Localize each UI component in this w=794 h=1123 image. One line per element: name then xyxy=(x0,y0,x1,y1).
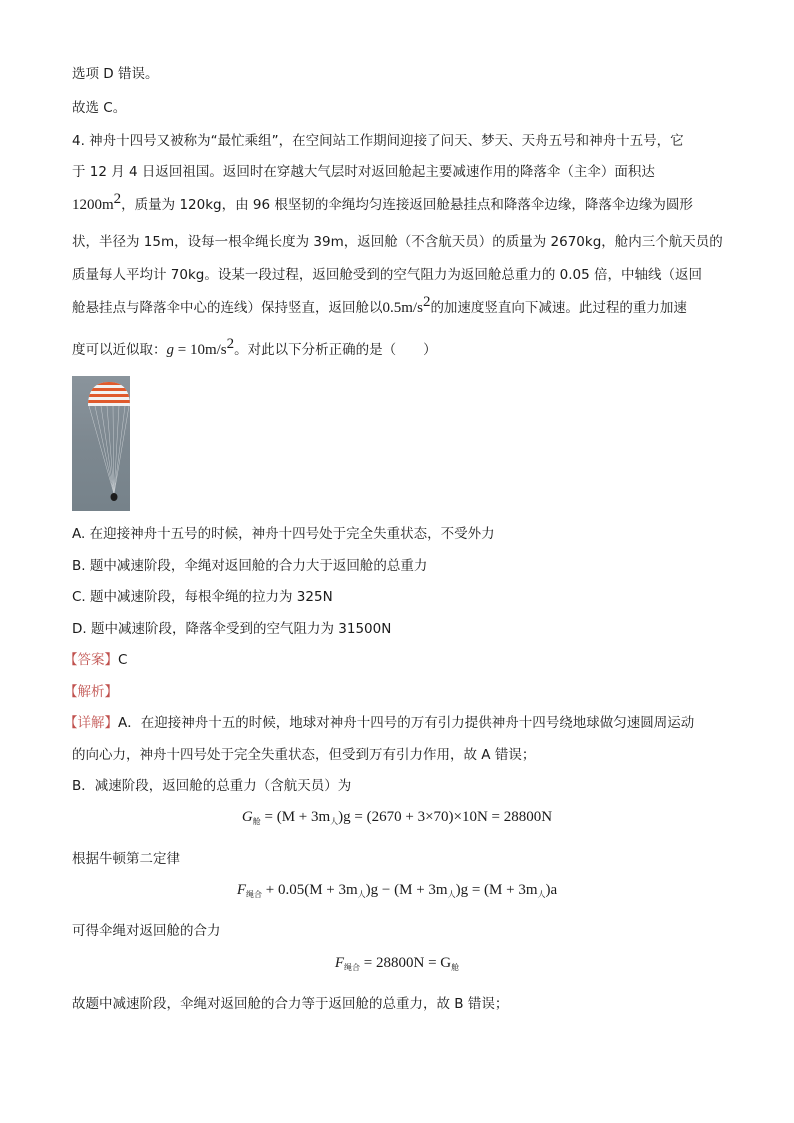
analysis-line: 的向心力，神舟十四号处于完全失重状态，但受到万有引力作用，故 A 错误； xyxy=(72,747,536,763)
text-line: 选项 D 错误。 xyxy=(72,66,159,82)
equation-newton: $F_{绳合} + 0.05(M + 3m_人)g - (M + 3m_人)g = (M + 3m_人)a$ xyxy=(236,882,558,899)
answer-line xyxy=(64,650,127,670)
detail-label: 【详解】 xyxy=(64,715,118,731)
question-stem-line: 于 12 月 4 日返回祖国。返回时在穿越大气层时对返回舱起主要减速作用的降落伞（主伞）面积达 xyxy=(72,164,655,180)
option-b: B. 题中减速阶段，伞绳对返回舱的合力大于返回舱的总重力 xyxy=(72,558,428,574)
text-span: 的加速度竖直向下减速。此过程的重力加速 xyxy=(430,300,687,316)
analysis-heading xyxy=(64,682,118,702)
analysis-line: B．减速阶段，返回舱的总重力（含航天员）为 xyxy=(72,778,352,794)
gravity-value: = 10m/s xyxy=(174,342,227,358)
question-stem-line xyxy=(72,294,687,318)
option-d: D. 题中减速阶段，降落伞受到的空气阻力为 31500N xyxy=(72,621,392,637)
analysis-label: 【解析】 xyxy=(64,684,118,700)
option-a: A. 在迎接神舟十五号的时候，神舟十四号处于完全失重状态，不受外力 xyxy=(72,526,495,542)
option-c: C. 题中减速阶段，每根伞绳的拉力为 325N xyxy=(72,589,333,605)
text-span: A．在迎接神舟十五的时候，地球对神舟十四号的万有引力提供神舟十四号绕地球做匀速圆周运动 xyxy=(118,715,695,731)
analysis-line: 可得伞绳对返回舱的合力 xyxy=(72,923,221,939)
question-stem-line: 状，半径为 15m，设每一根伞绳长度为 39m，返回舱（不含航天员）的质量为 2670kg，舱内三个航天员的 xyxy=(72,234,723,250)
superscript: 2 xyxy=(113,191,122,207)
equation-gravity: $G_舱 = (M + 3m_人)g = (2670 + 3\times 70)\times 10N = 28800N$ xyxy=(241,809,553,826)
text-span: 舱悬挂点与降落伞中心的连线）保持竖直，返回舱以 xyxy=(72,300,383,316)
question-stem-line xyxy=(72,191,693,215)
equation-result: $F_{绳合} = 28800N = G_舱$ xyxy=(334,955,460,972)
text-span: 。对此以下分析正确的是（ ） xyxy=(234,342,437,358)
acceleration-value: 0.5m/s xyxy=(382,300,423,316)
question-stem-line xyxy=(72,336,437,360)
answer-value: C xyxy=(118,652,128,668)
text-span: 度可以近似取： xyxy=(72,342,167,358)
question-stem-line: 4. 神舟十四号又被称为“最忙乘组”，在空间站工作期间迎接了问天、梦天、天舟五号和神舟十五号，它 xyxy=(72,133,684,149)
parachute-photo xyxy=(72,376,130,511)
answer-label: 【答案】 xyxy=(64,652,118,668)
parachute-capsule-icon xyxy=(72,376,130,511)
superscript: 2 xyxy=(422,294,431,310)
area-value: 1200m xyxy=(72,197,114,213)
question-stem-line: 质量每人平均计 70kg。设某一段过程，返回舱受到的空气阻力为返回舱总重力的 0.05 倍，中轴线（返回 xyxy=(72,267,702,283)
analysis-line: 根据牛顿第二定律 xyxy=(72,851,180,867)
analysis-line xyxy=(64,713,694,733)
text-span: ，质量为 120kg，由 96 根坚韧的伞绳均匀连接返回舱悬挂点和降落伞边缘，降落伞边缘为圆形 xyxy=(121,197,693,213)
superscript: 2 xyxy=(226,336,235,352)
text-line: 故选 C。 xyxy=(72,100,127,116)
analysis-line: 故题中减速阶段，伞绳对返回舱的合力等于返回舱的总重力，故 B 错误； xyxy=(72,996,509,1012)
gravity-symbol: g xyxy=(166,342,174,358)
